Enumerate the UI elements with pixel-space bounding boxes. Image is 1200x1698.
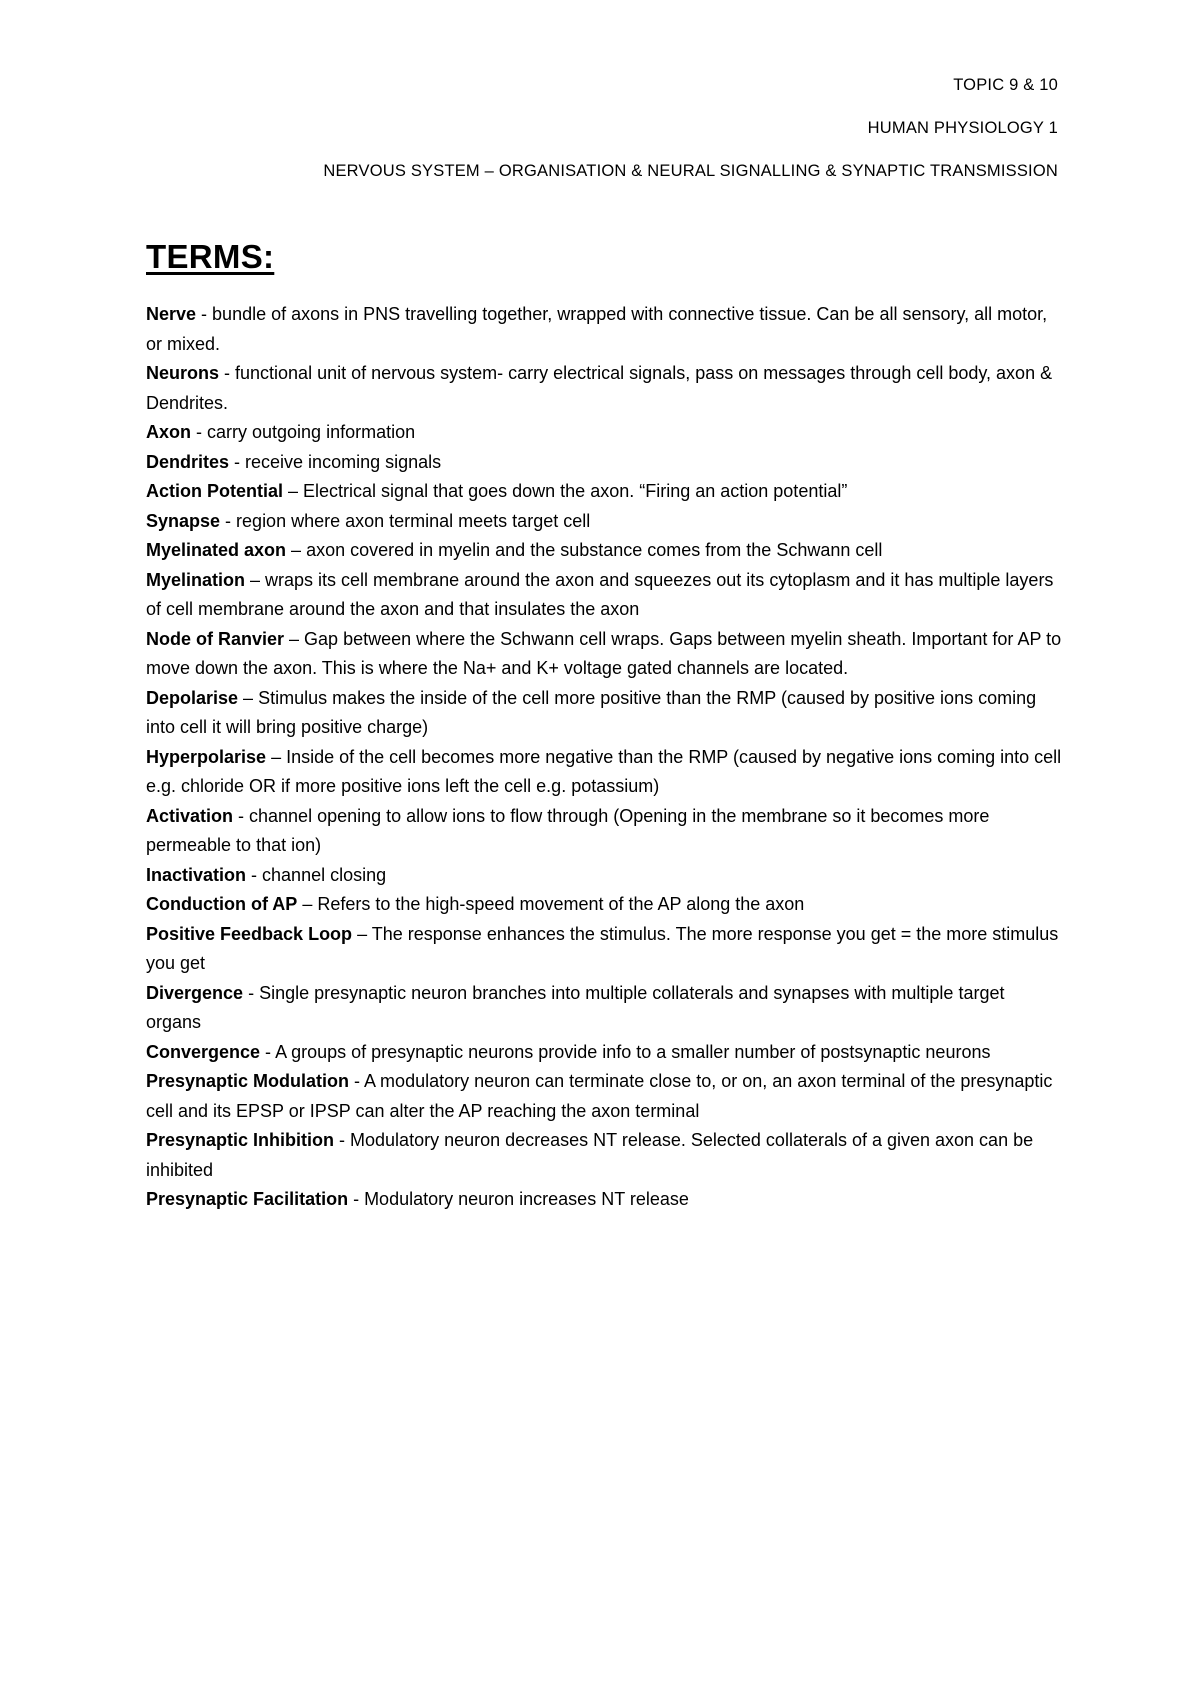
term-separator: -: [219, 363, 236, 383]
term-name: Activation: [146, 805, 234, 826]
term-entry: [146, 536, 1064, 566]
term-name: Dendrites: [146, 451, 230, 472]
term-entry: [146, 448, 1064, 478]
term-separator: -: [260, 1041, 276, 1062]
term-definition: A modulatory neuron can terminate close to, or on, an axon terminal of the presynaptic cell and its EPSP or IPSP can alter the AP reaching the axon terminal: [146, 1071, 1053, 1121]
term-separator: -: [348, 1189, 365, 1209]
term-separator: –: [283, 481, 304, 501]
term-entry: [146, 1067, 1064, 1126]
term-entry: [146, 979, 1064, 1038]
term-definition: bundle of axons in PNS travelling together, wrapped with connective tissue. Can be all sensory, all motor, or mixed.: [146, 304, 1048, 354]
term-name: Hyperpolarise: [146, 746, 267, 767]
term-separator: -: [334, 1130, 351, 1150]
page-header: [323, 74, 1058, 203]
term-name: Myelinated axon: [146, 540, 287, 560]
term-entry: [146, 920, 1064, 979]
term-separator: -: [246, 864, 263, 885]
term-separator: -: [220, 510, 237, 531]
term-definition: Stimulus makes the inside of the cell more positive than the RMP (caused by positive ions coming into cell it will bring positive charge): [146, 687, 1037, 737]
terms-list: [146, 300, 1064, 1215]
term-definition: carry outgoing information: [207, 422, 416, 442]
term-name: Axon: [146, 422, 191, 442]
term-entry: [146, 861, 1064, 891]
term-entry: [146, 418, 1064, 448]
term-separator: –: [297, 894, 318, 914]
term-separator: –: [266, 746, 287, 767]
term-entry: [146, 625, 1064, 684]
term-definition: wraps its cell membrane around the axon and squeezes out its cytoplasm and it has multiple layers of cell membrane around the axon and that insulates the axon: [146, 569, 1054, 619]
term-separator: –: [284, 628, 305, 649]
term-entry: [146, 1185, 1064, 1215]
term-separator: -: [196, 304, 213, 324]
term-entry: [146, 300, 1064, 359]
term-definition: Gap between where the Schwann cell wraps. Gaps between myelin sheath. Important for AP to move down the axon. This is where the Na+ and K+ voltage gated channels are located.: [146, 628, 1062, 678]
course-line: HUMAN PHYSIOLOGY 1: [867, 119, 1058, 137]
term-name: Presynaptic Facilitation: [146, 1189, 349, 1209]
term-name: Nerve: [146, 304, 197, 324]
subject-line: NERVOUS SYSTEM – ORGANISATION & NEURAL SIGNALLING & SYNAPTIC TRANSMISSION: [323, 162, 1058, 180]
term-name: Synapse: [146, 510, 221, 531]
term-name: Positive Feedback Loop: [146, 923, 353, 944]
term-definition: A groups of presynaptic neurons provide info to a smaller number of postsynaptic neurons: [275, 1041, 991, 1062]
term-definition: Inside of the cell becomes more negative than the RMP (caused by negative ions coming into cell e.g. chloride OR if more positive ions left the cell e.g. potassium): [146, 746, 1062, 796]
term-entry: [146, 477, 1064, 507]
term-separator: –: [238, 687, 259, 708]
term-definition: channel opening to allow ions to flow through (Opening in the membrane so it becomes more permeable to that ion): [146, 805, 990, 855]
term-separator: -: [233, 805, 250, 826]
term-name: Depolarise: [146, 687, 239, 708]
term-entry: [146, 507, 1064, 537]
term-entry: [146, 359, 1064, 418]
term-entry: [146, 566, 1064, 625]
term-definition: axon covered in myelin and the substance comes from the Schwann cell: [306, 540, 883, 560]
term-definition: channel closing: [262, 864, 387, 885]
term-separator: -: [243, 982, 260, 1003]
term-separator: –: [286, 540, 307, 560]
term-entry: [146, 684, 1064, 743]
terms-heading: TERMS:: [146, 238, 275, 275]
term-separator: –: [245, 569, 266, 590]
topic-line: TOPIC 9 & 10: [953, 76, 1058, 94]
term-definition: The response enhances the stimulus. The more response you get = the more stimulus you get: [146, 923, 1059, 973]
term-name: Myelination: [146, 569, 246, 590]
term-name: Action Potential: [146, 481, 284, 501]
term-entry: [146, 1126, 1064, 1185]
term-separator: -: [229, 451, 246, 472]
term-name: Divergence: [146, 982, 244, 1003]
term-name: Neurons: [146, 363, 220, 383]
term-name: Inactivation: [146, 864, 247, 885]
term-name: Presynaptic Modulation: [146, 1071, 350, 1091]
term-separator: -: [191, 422, 207, 442]
term-name: Presynaptic Inhibition: [146, 1130, 335, 1150]
term-definition: Single presynaptic neuron branches into multiple collaterals and synapses with multiple target organs: [146, 982, 1005, 1032]
term-separator: -: [349, 1071, 365, 1091]
term-definition: receive incoming signals: [245, 451, 442, 472]
term-entry: [146, 743, 1064, 802]
term-definition: Modulatory neuron increases NT release: [364, 1189, 689, 1209]
term-entry: [146, 802, 1064, 861]
term-definition: Refers to the high-speed movement of the AP along the axon: [317, 894, 805, 914]
term-entry: [146, 1038, 1064, 1068]
term-definition: region where axon terminal meets target cell: [236, 510, 591, 531]
term-definition: functional unit of nervous system- carry electrical signals, pass on messages through cell body, axon & Dendrites.: [146, 363, 1053, 413]
term-definition: Electrical signal that goes down the axon. “Firing an action potential”: [303, 481, 848, 501]
term-separator: –: [352, 923, 372, 944]
term-name: Node of Ranvier: [146, 628, 285, 649]
term-name: Conduction of AP: [146, 894, 298, 914]
term-entry: [146, 890, 1064, 920]
term-name: Convergence: [146, 1041, 261, 1062]
term-definition: Modulatory neuron decreases NT release. Selected collaterals of a given axon can be inhibited: [146, 1130, 1034, 1180]
